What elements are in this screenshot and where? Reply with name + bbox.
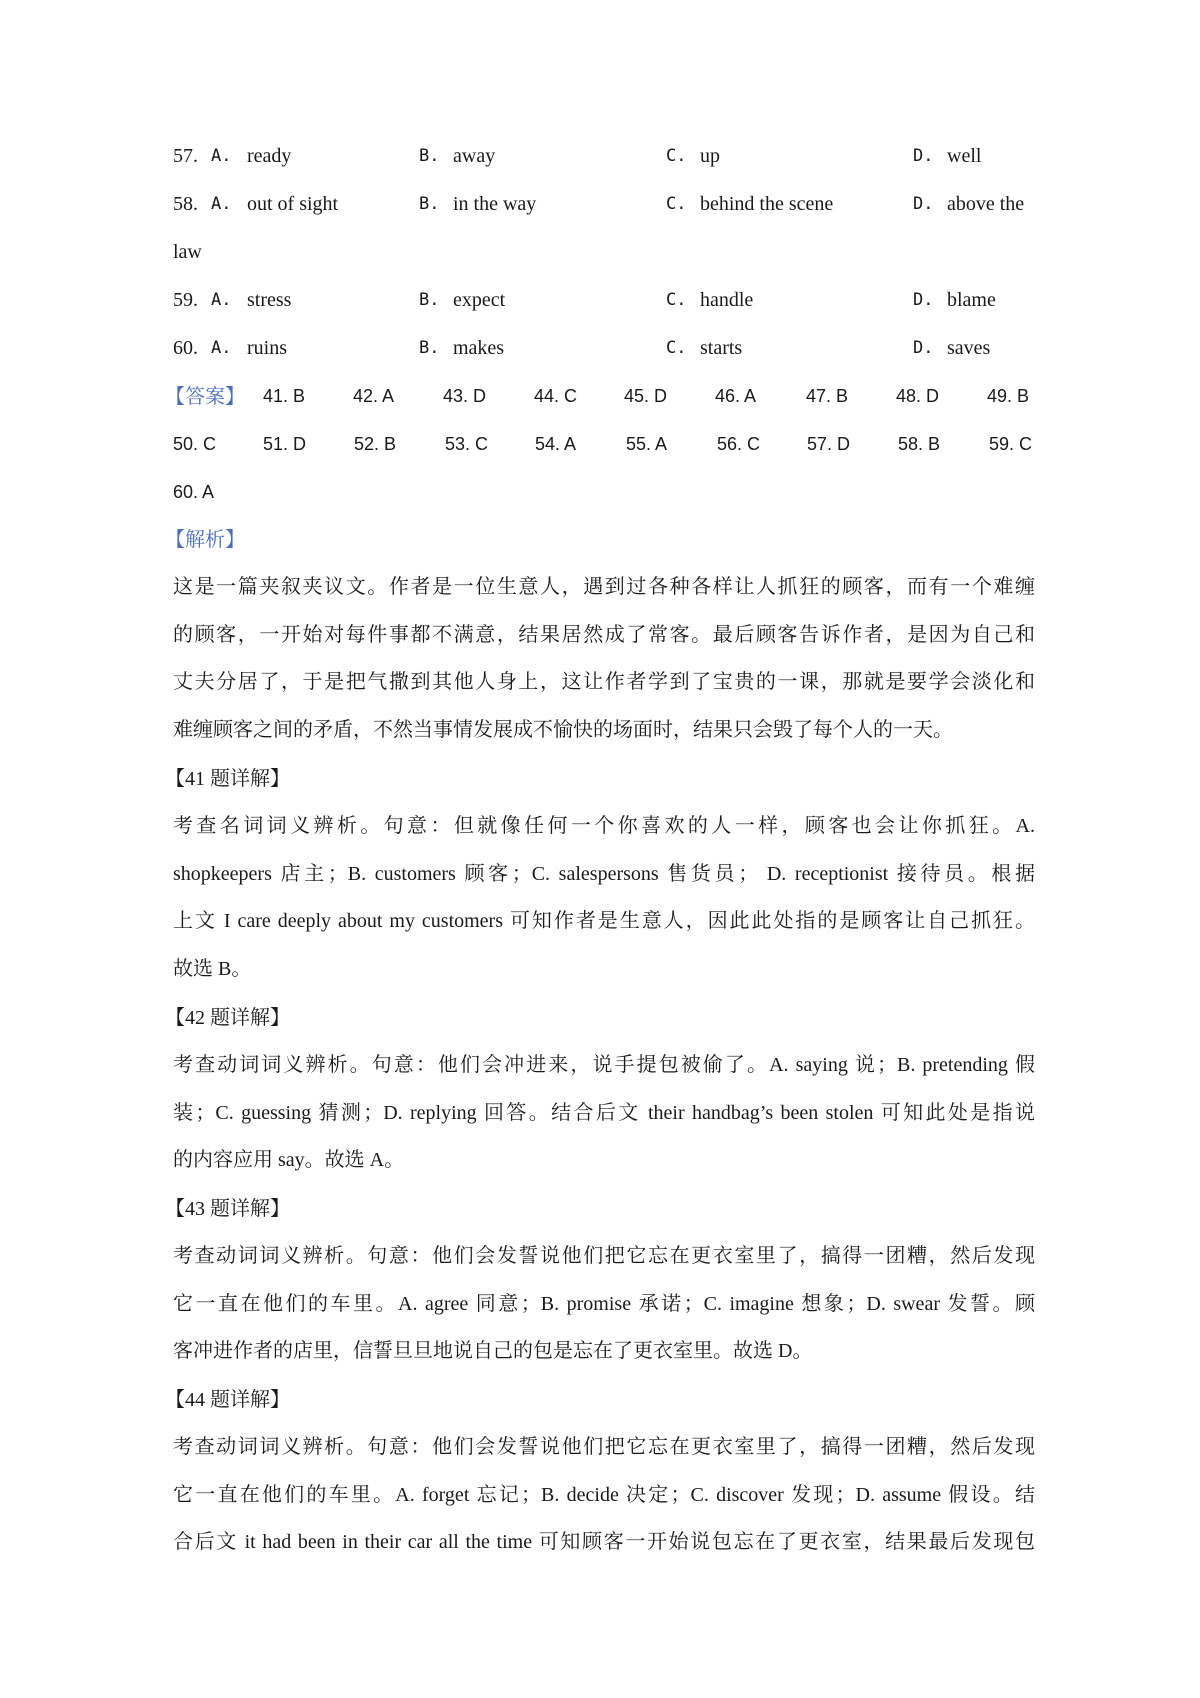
detail-line: 考查名词词义辨析。句意：但就像任何一个你喜欢的人一样，顾客也会让你抓狂。A.	[173, 815, 1035, 837]
answer-item: 50. C	[173, 434, 217, 454]
option-a-letter: A.	[211, 290, 232, 310]
answer-item: 43. D	[443, 386, 487, 406]
answer-item: 54. A	[535, 434, 577, 454]
question-number: 58.	[173, 193, 198, 215]
option-c-letter: C.	[666, 194, 687, 214]
answer-item: 52. B	[354, 434, 397, 454]
option-wrap-text: law	[173, 241, 202, 263]
detail-line: 的内容应用 say。故选 A。	[173, 1149, 405, 1172]
option-c-text: up	[700, 145, 720, 167]
detail-heading-41: 【41 题详解】	[165, 768, 290, 790]
option-c-text: behind the scene	[700, 193, 834, 215]
option-c-text: starts	[700, 337, 743, 359]
option-row-59	[173, 276, 1035, 324]
option-d-letter: D.	[913, 290, 934, 310]
option-d-letter: D.	[913, 146, 934, 166]
detail-heading-44: 【44 题详解】	[165, 1389, 290, 1411]
question-number: 60.	[173, 337, 198, 359]
answer-label: 【答案】	[165, 384, 245, 408]
detail-line: 考查动词词义辨析。句意：他们会冲进来，说手提包被偷了。A. saying 说；B. pretending 假	[173, 1054, 1035, 1076]
analysis-line: 难缠顾客之间的矛盾，不然当事情发展成不愉快的场面时，结果只会毁了每个人的一天。	[173, 718, 953, 741]
option-c-text: handle	[700, 289, 754, 311]
option-d-text: above the	[947, 193, 1025, 215]
answer-item: 53. C	[445, 434, 489, 454]
detail-line: 故选 B。	[173, 957, 252, 980]
analysis-line: 的顾客，一开始对每件事都不满意，结果居然成了常客。最后顾客告诉作者，是因为自己和	[173, 623, 1035, 646]
answer-row-3	[173, 468, 1035, 516]
option-b-text: away	[453, 145, 496, 167]
answer-row-2	[173, 420, 1035, 468]
answer-item: 48. D	[896, 386, 940, 406]
answer-item: 59. C	[989, 434, 1033, 454]
detail-paragraph-43	[173, 1233, 1035, 1376]
option-d-letter: D.	[913, 194, 934, 214]
analysis-line: 丈夫分居了，于是把气撒到其他人身上，这让作者学到了宝贵的一课，那就是要学会淡化和	[173, 671, 1035, 694]
option-a-letter: A.	[211, 194, 232, 214]
option-a-text: out of sight	[247, 193, 339, 215]
option-a-text: ready	[247, 145, 292, 167]
option-d-letter: D.	[913, 338, 934, 358]
answer-item: 58. B	[898, 434, 941, 454]
answer-item: 44. C	[534, 386, 578, 406]
option-b-letter: B.	[419, 194, 440, 214]
detail-line: 客冲进作者的店里，信誓旦旦地说自己的包是忘在了更衣室里。故选 D。	[173, 1340, 813, 1363]
option-a-text: ruins	[247, 337, 287, 359]
analysis-label: 【解析】	[165, 529, 245, 551]
detail-heading-43: 【43 题详解】	[165, 1198, 290, 1220]
answer-item: 55. A	[626, 434, 668, 454]
answer-item: 49. B	[987, 386, 1030, 406]
option-b-letter: B.	[419, 338, 440, 358]
detail-line: 上文 I care deeply about my customers 可知作者是生意人，因此此处指的是顾客让自己抓狂。	[173, 910, 1035, 933]
detail-heading-42: 【42 题详解】	[165, 1007, 290, 1029]
detail-line: 它一直在他们的车里。A. forget 忘记；B. decide 决定；C. discover 发现；D. assume 假设。结	[173, 1483, 1035, 1506]
detail-line: 考查动词词义辨析。句意：他们会发誓说他们把它忘在更衣室里了，搞得一团糟，然后发现	[173, 1245, 1035, 1267]
option-d-text: saves	[947, 337, 991, 359]
option-b-text: makes	[453, 337, 505, 359]
option-a-letter: A.	[211, 146, 232, 166]
option-a-text: stress	[247, 289, 292, 311]
detail-paragraph-42	[173, 1042, 1035, 1185]
detail-line: shopkeepers 店主；B. customers 顾客；C. salespersons 售货员； D. receptionist 接待员。根据	[173, 862, 1035, 885]
detail-line: 装；C. guessing 猜测；D. replying 回答。结合后文 their handbag’s been stolen 可知此处是指说	[173, 1101, 1035, 1124]
option-b-letter: B.	[419, 146, 440, 166]
answer-item: 41. B	[263, 386, 306, 406]
question-number: 57.	[173, 145, 198, 167]
answer-item: 60. A	[173, 482, 215, 502]
answer-item: 51. D	[263, 434, 307, 454]
answer-item: 46. A	[715, 386, 757, 406]
answer-item: 47. B	[806, 386, 849, 406]
question-number: 59.	[173, 289, 198, 311]
detail-line: 合后文 it had been in their car all the time 可知顾客一开始说包忘在了更衣室，结果最后发现包	[173, 1531, 1035, 1554]
answer-item: 45. D	[624, 386, 668, 406]
answer-row-1	[165, 372, 1035, 420]
detail-line: 它一直在他们的车里。A. agree 同意；B. promise 承诺；C. imagine 想象；D. swear 发誓。顾	[173, 1292, 1035, 1315]
answer-item: 57. D	[807, 434, 851, 454]
option-c-letter: C.	[666, 290, 687, 310]
detail-paragraph-41	[173, 803, 1035, 993]
option-b-text: in the way	[453, 193, 537, 215]
option-b-text: expect	[453, 289, 506, 311]
analysis-paragraph	[173, 564, 1035, 754]
detail-paragraph-44	[173, 1424, 1035, 1567]
answer-item: 56. C	[717, 434, 761, 454]
option-b-letter: B.	[419, 290, 440, 310]
answer-item: 42. A	[353, 386, 395, 406]
option-a-letter: A.	[211, 338, 232, 358]
option-row-60	[173, 324, 1035, 372]
analysis-line: 这是一篇夹叙夹议文。作者是一位生意人，遇到过各种各样让人抓狂的顾客，而有一个难缠	[173, 576, 1035, 598]
option-row-58	[173, 180, 1035, 228]
option-d-text: blame	[947, 289, 996, 311]
option-d-text: well	[947, 145, 982, 167]
detail-line: 考查动词词义辨析。句意：他们会发誓说他们把它忘在更衣室里了，搞得一团糟，然后发现	[173, 1436, 1035, 1458]
option-row-57	[173, 132, 1035, 180]
option-c-letter: C.	[666, 146, 687, 166]
option-c-letter: C.	[666, 338, 687, 358]
